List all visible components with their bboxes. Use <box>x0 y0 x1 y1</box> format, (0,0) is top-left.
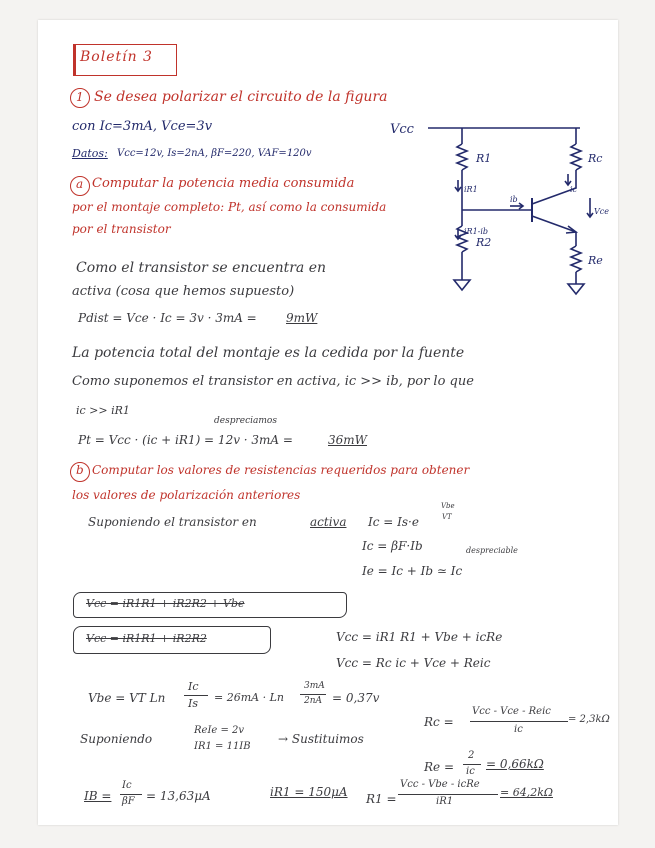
r1-top: Vcc - Vbe - icRe <box>400 779 480 790</box>
ib-lhs: IB = <box>84 789 112 803</box>
page-title: Boletín 3 <box>80 49 153 65</box>
ir1ib-label: iR1-ib <box>464 227 489 236</box>
kvl-eq-2: Vcc = Rc ic + Vce + Reic <box>336 656 491 670</box>
vbe-frac-bot: Is <box>188 697 198 710</box>
vbe-result: = 0,37v <box>332 691 380 705</box>
vbe-frac2-top: 3mA <box>304 681 325 691</box>
part-a-text1: Como el transistor se encuentra en <box>76 260 327 276</box>
ir1-value: iR1 = 150μA <box>270 785 348 799</box>
eq-exp-top: Vbe <box>441 502 455 510</box>
r1-line <box>398 794 498 795</box>
struck-eq-2: Vcc = iR1R1 + iR2R2 <box>86 632 207 645</box>
part-b-activa: activa <box>310 515 347 529</box>
rc-top: Vcc - Vce - Reic <box>472 706 551 717</box>
r1-resistor <box>457 144 467 170</box>
pdist-equation: Pdist = Vce · Ic = 3v · 3mA = <box>78 311 257 325</box>
part-b-sup: Suponiendo el transistor en <box>88 515 257 529</box>
re-bot: ic <box>466 766 475 777</box>
data-label: Datos: <box>72 147 108 160</box>
rc-resistor <box>571 144 581 170</box>
rc-lhs: Rc = <box>424 715 454 729</box>
problem-statement-line1: Se desea polarizar el circuito de la figura <box>94 89 388 105</box>
cond-ir1: IR1 = 11IB <box>194 741 251 752</box>
part-a-text5: ic >> iR1 <box>76 404 130 417</box>
sust-text: → Sustituimos <box>278 732 364 746</box>
pt-equation: Pt = Vcc · (ic + iR1) = 12v · 3mA = <box>78 433 293 447</box>
r1-bot: iR1 <box>436 796 454 807</box>
data-values: Vcc=12v, Is=2nA, βF=220, VAF=120v <box>117 148 312 159</box>
re-lhs: Re = <box>424 760 455 774</box>
rc-label: Rc <box>588 152 603 165</box>
part-b-letter: b <box>76 463 84 477</box>
part-a-text4: Como suponemos el transistor en activa, ic >> ib, por lo que <box>72 374 474 389</box>
sup2-text: Suponiendo <box>80 732 153 746</box>
pt-result: 36mW <box>328 433 367 447</box>
part-a-text2: activa (cosa que hemos supuesto) <box>72 284 295 299</box>
problem-statement-line2: con Ic=3mA, Vce=3v <box>72 119 213 134</box>
vbe-frac2-bot: 2nA <box>304 696 323 706</box>
ground-right <box>568 284 584 294</box>
problem-number: 1 <box>76 90 84 104</box>
pdist-result: 9mW <box>286 311 318 325</box>
vbe-mid: = 26mA · Ln <box>214 691 284 704</box>
vbe-frac-line <box>184 695 208 696</box>
eq-exp-bot: VT <box>442 513 452 521</box>
re-resistor <box>571 246 581 272</box>
part-a-line1: Computar la potencia media consumida <box>92 176 355 191</box>
ib-bot: βF <box>122 796 135 807</box>
part-a-line3: por el transistor <box>72 222 171 236</box>
part-b-line1: Computar los valores de resistencias requeridos para obtener <box>92 463 470 477</box>
eq-ie: Ie = Ic + Ib ≃ Ic <box>362 564 463 578</box>
part-a-text3: La potencia total del montaje es la cedida por la fuente <box>72 345 465 361</box>
transistor-emitter <box>532 216 576 232</box>
r1-label: R1 <box>476 152 492 165</box>
eq-ic-beta: Ic = βF·Ib <box>362 539 423 553</box>
re-line <box>463 764 481 765</box>
kvl-eq-1: Vcc = iR1 R1 + Vbe + icRe <box>336 630 503 644</box>
r1-result: = 64,2kΩ <box>500 786 553 799</box>
ib-top: Ic <box>122 780 132 791</box>
ic-label: ic <box>570 185 578 194</box>
re-top: 2 <box>468 750 475 761</box>
cond-re: ReIe = 2v <box>194 725 245 736</box>
rc-line <box>470 721 568 722</box>
ib-result: = 13,63μA <box>146 789 211 803</box>
re-result: = 0,66kΩ <box>486 757 544 771</box>
struck-eq-1: Vcc = iR1R1 + iR2R2 + Vbe <box>86 597 245 610</box>
eq-ic-is: Ic = Is·e <box>368 515 419 529</box>
ir1-label: iR1 <box>464 185 478 194</box>
desprec-note-2: despreciable <box>466 546 518 555</box>
vbe-lhs: Vbe = VT Ln <box>88 691 166 705</box>
r1-lhs: R1 = <box>366 792 397 806</box>
part-a-line2: por el montaje completo: Pt, así como la consumida <box>72 200 387 214</box>
rc-bot: ic <box>514 724 523 735</box>
circuit-diagram <box>380 118 615 308</box>
vcc-label: Vcc <box>390 122 414 137</box>
vbe-frac2-line <box>300 694 326 695</box>
desprec-note: despreciamos <box>214 416 277 426</box>
ib-label: ib <box>510 195 518 204</box>
rc-result: = 2,3kΩ <box>568 714 610 725</box>
ib-line <box>120 794 142 795</box>
vbe-frac-top: Ic <box>188 680 199 693</box>
re-label: Re <box>588 254 603 267</box>
part-a-letter: a <box>76 177 84 191</box>
r2-label: R2 <box>476 236 492 249</box>
vce-label: Vce <box>594 207 609 216</box>
ground-left <box>454 280 470 290</box>
part-b-line2: los valores de polarización anteriores <box>72 488 301 502</box>
